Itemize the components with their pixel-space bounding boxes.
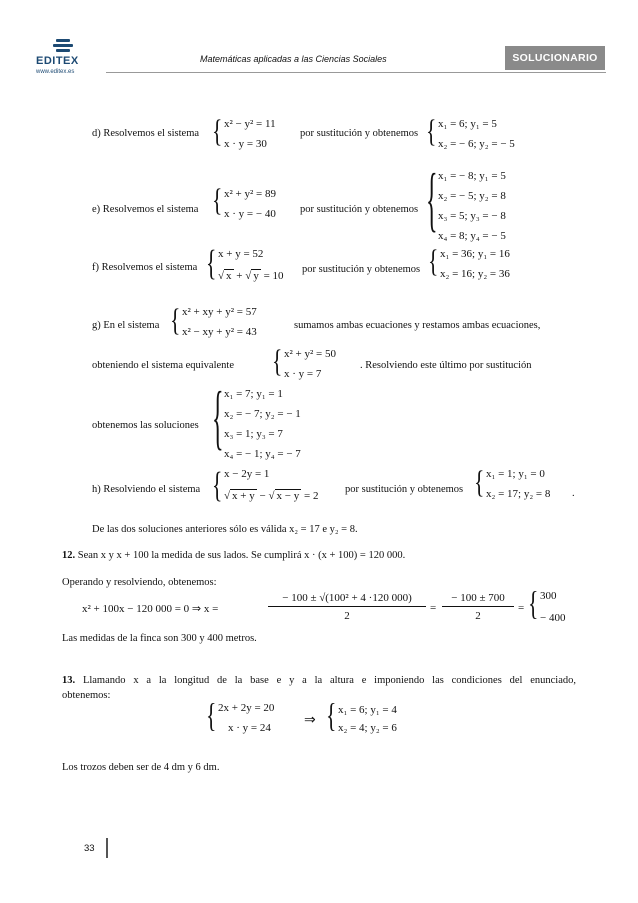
editex-logo-icon xyxy=(52,38,82,56)
g-eq1: x² + xy + y² = 57 xyxy=(182,306,257,318)
f-brace: { xyxy=(206,244,217,284)
e-sol2: x₂ = − 5; y₂ = 8 xyxy=(438,190,506,202)
p13-sol1: x₁ = 6; y₁ = 4 xyxy=(338,704,397,716)
book-title: Matemáticas aplicadas a las Ciencias Sociales xyxy=(200,54,387,64)
e-intro: e) Resolvemos el sistema xyxy=(92,204,199,215)
p13-sol-brace: { xyxy=(326,698,337,735)
p12-brace: { xyxy=(528,586,539,623)
f-eq2-rad2: y xyxy=(253,270,259,282)
g-line2b: . Resolviendo este último por sustitución xyxy=(360,360,532,371)
d-eq2: x · y = 30 xyxy=(224,138,267,150)
d-sol-brace: { xyxy=(426,115,437,150)
g-sol1: x₁ = 7; y₁ = 1 xyxy=(224,388,283,400)
footer-bar xyxy=(106,838,108,858)
p12-den1: 2 xyxy=(344,610,350,622)
p12-eq: x² + 100x − 120 000 = 0 ⇒ x = xyxy=(82,603,219,615)
e-sol4: x₄ = 8; y₄ = − 5 xyxy=(438,230,506,242)
f-eq2: √ x + √ y = 10 xyxy=(218,270,284,282)
p12-den2: 2 xyxy=(475,610,481,622)
p12-number: 12. xyxy=(62,550,76,561)
p13-number: 13. xyxy=(62,675,76,686)
e-sol3: x₃ = 5; y₃ = − 8 xyxy=(438,210,506,222)
editex-logo xyxy=(36,38,96,78)
logo-url: www.editex.es xyxy=(36,69,75,75)
h-eq1: x − 2y = 1 xyxy=(224,468,270,480)
d-intro: d) Resolvemos el sistema xyxy=(92,128,200,139)
p13-sol2: x₂ = 4; y₂ = 6 xyxy=(338,722,397,734)
h-brace: { xyxy=(212,466,223,506)
g-eq2: x² − xy + y² = 43 xyxy=(182,326,257,338)
d-eq1: x² − y² = 11 xyxy=(224,118,276,130)
g-brace: { xyxy=(170,304,181,339)
h-sol1: x₁ = 1; y₁ = 0 xyxy=(486,468,545,480)
e-sol-brace: { xyxy=(426,163,438,241)
p13-eq2: x · y = 24 xyxy=(228,722,271,734)
p13-brace: { xyxy=(206,698,217,735)
f-intro: f) Resolvemos el sistema xyxy=(92,262,198,273)
g-line2a: obteniendo el sistema equivalente xyxy=(92,360,234,371)
p12-op: Operando y resolviendo, obtenemos: xyxy=(62,577,217,588)
p12-equals1: = xyxy=(430,602,437,614)
h-eq2-rhs: = 2 xyxy=(304,490,319,502)
h-intro: h) Resolviendo el sistema xyxy=(92,484,201,495)
g-line3: obtenemos las soluciones xyxy=(92,420,199,431)
p13-concl: Los trozos deben ser de 4 dm y 6 dm. xyxy=(62,762,220,773)
f-mid: por sustitución y obtenemos xyxy=(302,264,421,275)
h-sol2: x₂ = 17; y₂ = 8 xyxy=(486,488,551,500)
sqrt-icon: √ xyxy=(245,270,252,282)
g-intro: g) En el sistema xyxy=(92,320,160,331)
f-eq1: x + y = 52 xyxy=(218,248,264,260)
h-eq2-rad1: x + y xyxy=(232,490,255,502)
sqrt-icon: √ xyxy=(268,490,275,502)
p13-text1: Llamando x a la longitud de la base e y a la altura e imponiendo las condiciones del enunciado, xyxy=(82,675,576,686)
p13-arrow: ⇒ xyxy=(304,713,316,728)
p13-text2: obtenemos: xyxy=(62,690,111,701)
p12-r1: 300 xyxy=(540,590,557,602)
p12-r2: − 400 xyxy=(540,612,566,624)
sqrt-icon: √ xyxy=(224,490,231,502)
p12-text: Sean x y x + 100 la medida de sus lados. Se cumplirá x · (x + 100) = 120 000. xyxy=(77,550,406,561)
g-sol2: x₂ = − 7; y₂ = − 1 xyxy=(224,408,301,420)
p13-statement xyxy=(62,675,576,686)
f-eq2-rhs: = 10 xyxy=(263,270,284,282)
p12-equals2: = xyxy=(518,602,525,614)
e-eq2: x · y = − 40 xyxy=(224,208,276,220)
f-sol1: x₁ = 36; y₁ = 16 xyxy=(440,248,510,260)
d-sol1: x₁ = 6; y₁ = 5 xyxy=(438,118,497,130)
h-sol-brace: { xyxy=(474,466,485,501)
p12-fraction1 xyxy=(268,592,426,622)
p13-eq1: 2x + 2y = 20 xyxy=(218,702,275,714)
e-eq1: x² + y² = 89 xyxy=(224,188,277,200)
d-sol2: x₂ = − 6; y₂ = − 5 xyxy=(438,138,515,150)
page-number: 33 xyxy=(84,843,95,854)
h-period: . xyxy=(572,488,575,499)
h-mid: por sustitución y obtenemos xyxy=(345,484,464,495)
g-after: sumamos ambas ecuaciones y restamos ambas ecuaciones, xyxy=(294,320,541,331)
h-eq2: √ x + y − √ x − y = 2 xyxy=(224,490,319,502)
p12-num1: − 100 ± √(100² + 4 ·120 000) xyxy=(268,592,426,607)
f-sol2: x₂ = 16; y₂ = 36 xyxy=(440,268,510,280)
h-note: De las dos soluciones anteriores sólo es válida x₂ = 17 e y₂ = 8. xyxy=(92,524,358,535)
logo-text: EDITEX xyxy=(36,55,79,67)
g-sol4: x₄ = − 1; y₄ = − 7 xyxy=(224,448,301,460)
g-sol3: x₃ = 1; y₃ = 7 xyxy=(224,428,283,440)
h-eq2-rad2: x − y xyxy=(276,490,300,502)
p12-num2: − 100 ± 700 xyxy=(442,592,514,607)
f-sol-brace: { xyxy=(428,245,439,280)
e-sol1: x₁ = − 8; y₁ = 5 xyxy=(438,170,506,182)
p12-concl: Las medidas de la finca son 300 y 400 metros. xyxy=(62,633,257,644)
d-mid: por sustitución y obtenemos xyxy=(300,128,419,139)
g-sol-brace: { xyxy=(212,381,224,459)
p12-statement xyxy=(62,550,405,561)
header xyxy=(0,0,638,80)
g-eq4: x · y = 7 xyxy=(284,368,322,380)
e-mid: por sustitución y obtenemos xyxy=(300,204,419,215)
g-brace2: { xyxy=(272,345,283,380)
e-brace: { xyxy=(212,184,223,219)
f-eq2-rad1: x xyxy=(226,270,232,282)
p12-fraction2 xyxy=(442,592,514,622)
sqrt-icon: √ xyxy=(218,270,225,282)
d-brace: { xyxy=(212,115,223,150)
g-eq3: x² + y² = 50 xyxy=(284,348,337,360)
header-rule xyxy=(106,72,606,73)
solucionario-badge: SOLUCIONARIO xyxy=(505,46,605,70)
